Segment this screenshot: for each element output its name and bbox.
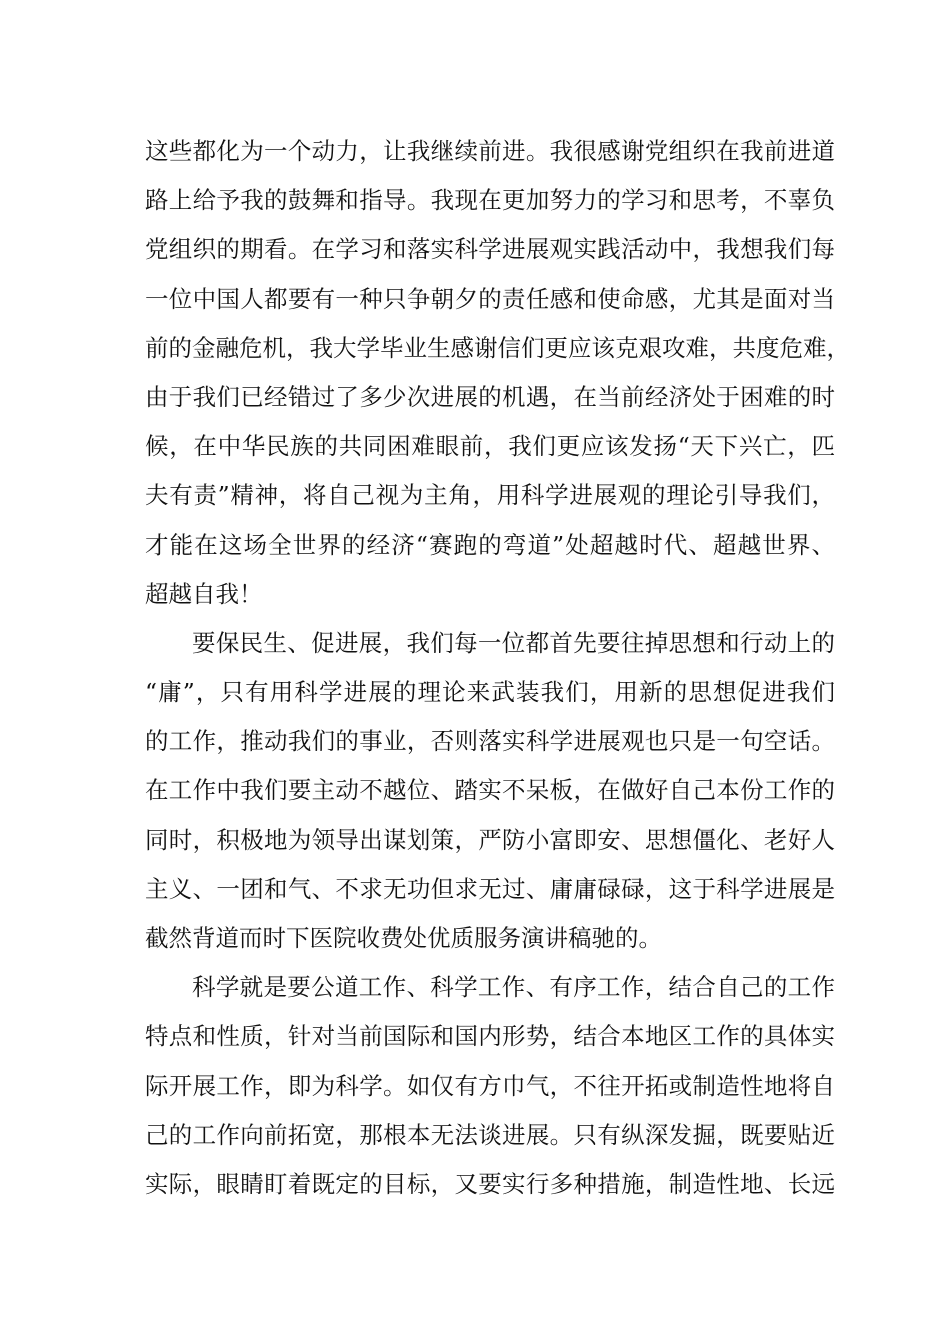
text-line: 特点和性质，针对当前国际和国内形势，结合本地区工作的具体实: [145, 1022, 835, 1051]
text-line: 在工作中我们要主动不越位、踏实不呆板，在做好自己本份工作的: [145, 776, 835, 805]
text-line: 夫有责”精神，将自己视为主角，用科学进展观的理论引导我们，: [145, 481, 835, 510]
text-line: 一位中国人都要有一种只争朝夕的责任感和使命感，尤其是面对当: [145, 284, 835, 313]
text-line: 的工作，推动我们的事业，否则落实科学进展观也只是一句空话。: [145, 727, 835, 756]
text-line: 路上给予我的鼓舞和指导。我现在更加努力的学习和思考，不辜负: [145, 186, 835, 215]
text-line: 要保民生、促进展，我们每一位都首先要往掉思想和行动上的: [192, 628, 835, 657]
text-line: 候，在中华民族的共同困难眼前，我们更应该发扬“天下兴亡，匹: [145, 432, 835, 461]
text-line: 际开展工作，即为科学。如仅有方巾气，不往开拓或制造性地将自: [145, 1071, 835, 1100]
text-line: 前的金融危机，我大学毕业生感谢信们更应该克艰攻难，共度危难，: [145, 333, 850, 362]
text-line: 截然背道而时下医院收费处优质服务演讲稿驰的。: [145, 924, 662, 952]
text-line: 己的工作向前拓宽，那根本无法谈进展。只有纵深发掘，既要贴近: [145, 1120, 835, 1149]
paragraph-3: [145, 963, 835, 1209]
text-line: 同时，积极地为领导出谋划策，严防小富即安、思想僵化、老好人: [145, 825, 835, 854]
paragraph-1: [145, 127, 850, 619]
text-line: “庸”，只有用科学进展的理论来武装我们，用新的思想促进我们: [145, 678, 835, 707]
text-line: 党组织的期看。在学习和落实科学进展观实践活动中，我想我们每: [145, 235, 835, 264]
text-line: 由于我们已经错过了多少次进展的机遇，在当前经济处于困难的时: [145, 382, 835, 411]
text-line: 才能在这场全世界的经济“赛跑的弯道”处超越时代、超越世界、: [145, 530, 835, 559]
text-line: 这些都化为一个动力，让我继续前进。我很感谢党组织在我前进道: [145, 137, 835, 165]
text-line: 科学就是要公道工作、科学工作、有序工作，结合自己的工作: [192, 973, 835, 1002]
text-line: 主义、一团和气、不求无功但求无过、庸庸碌碌，这于科学进展是: [145, 874, 835, 903]
paragraph-2: [145, 619, 835, 963]
text-line: 实际，眼睛盯着既定的目标，又要实行多种措施，制造性地、长远: [145, 1169, 835, 1198]
text-line: 超越自我！: [145, 579, 263, 608]
body-text: [145, 127, 850, 1209]
